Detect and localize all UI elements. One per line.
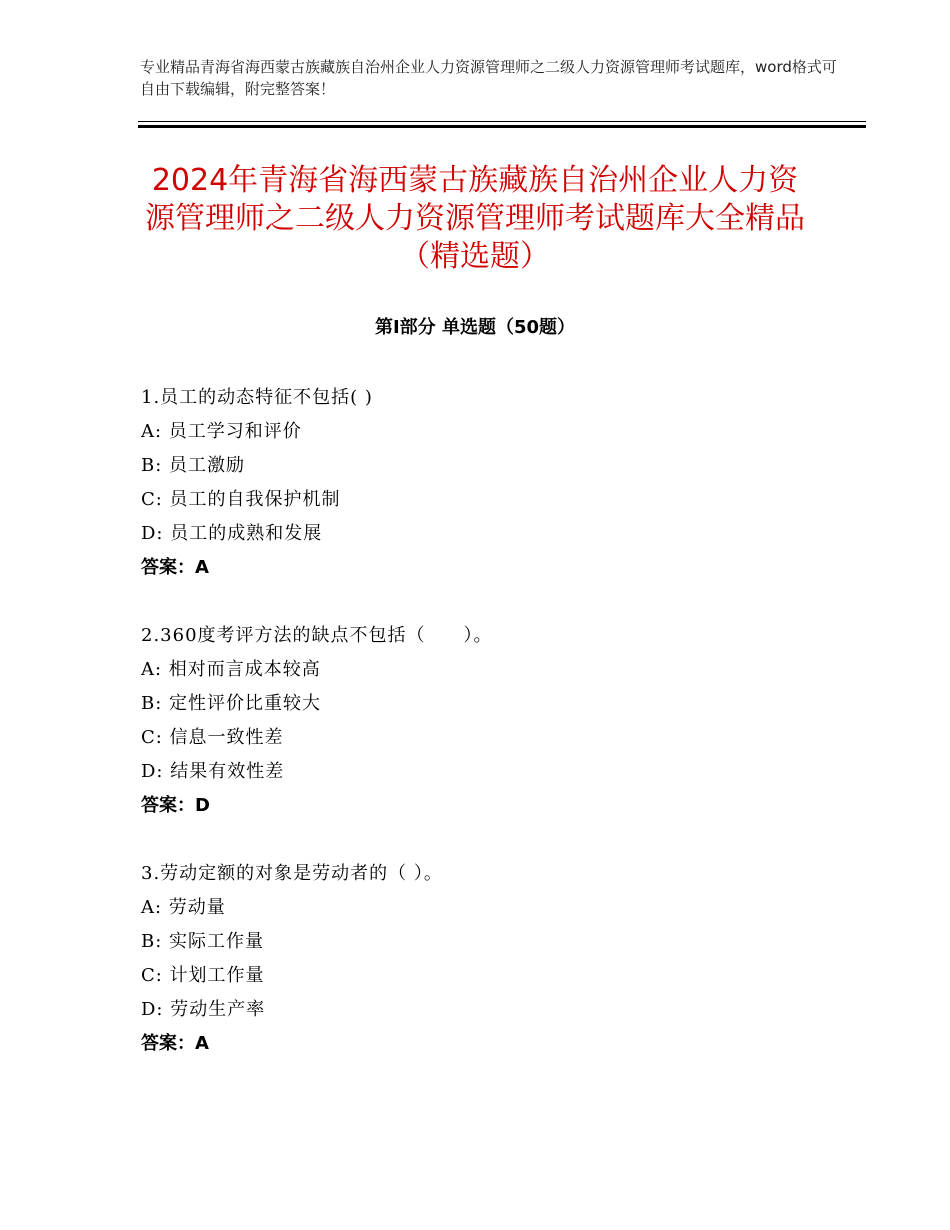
option-d: D: 员工的成熟和发展 bbox=[141, 523, 323, 544]
option-b: B: 定性评价比重较大 bbox=[141, 693, 322, 714]
header-note: 专业精品青海省海西蒙古族藏族自治州企业人力资源管理师之二级人力资源管理师考试题库，word格式可自由下载编辑，附完整答案！ bbox=[140, 58, 837, 98]
question-list bbox=[141, 381, 831, 1095]
question-3 bbox=[141, 857, 831, 1061]
option-a: A: 员工学习和评价 bbox=[141, 421, 302, 442]
option-a: A: 相对而言成本较高 bbox=[141, 659, 321, 680]
header-divider-thick bbox=[138, 125, 866, 128]
option-d: D: 劳动生产率 bbox=[141, 999, 266, 1020]
document-title: 2024年青海省海西蒙古族藏族自治州企业人力资源管理师之二级人力资源管理师考试题库大全精品（精选题） bbox=[145, 163, 805, 274]
header-divider-thin bbox=[138, 121, 866, 122]
option-c: C: 计划工作量 bbox=[141, 965, 265, 986]
answer: 答案：A bbox=[141, 1033, 209, 1054]
section-heading: 第Ⅰ部分 单选题（50题） bbox=[374, 317, 575, 338]
question-2 bbox=[141, 619, 831, 823]
question-stem: 2.360度考评方法的缺点不包括（ ）。 bbox=[141, 625, 493, 646]
question-1 bbox=[141, 381, 831, 585]
answer: 答案：D bbox=[141, 795, 210, 816]
option-c: C: 信息一致性差 bbox=[141, 727, 284, 748]
option-a: A: 劳动量 bbox=[141, 897, 226, 918]
option-b: B: 实际工作量 bbox=[141, 931, 265, 952]
answer: 答案：A bbox=[141, 557, 209, 578]
option-b: B: 员工激励 bbox=[141, 455, 246, 476]
question-stem: 1.员工的动态特征不包括( ) bbox=[141, 387, 373, 408]
question-stem: 3.劳动定额的对象是劳动者的（ ）。 bbox=[141, 863, 443, 884]
option-d: D: 结果有效性差 bbox=[141, 761, 285, 782]
option-c: C: 员工的自我保护机制 bbox=[141, 489, 341, 510]
